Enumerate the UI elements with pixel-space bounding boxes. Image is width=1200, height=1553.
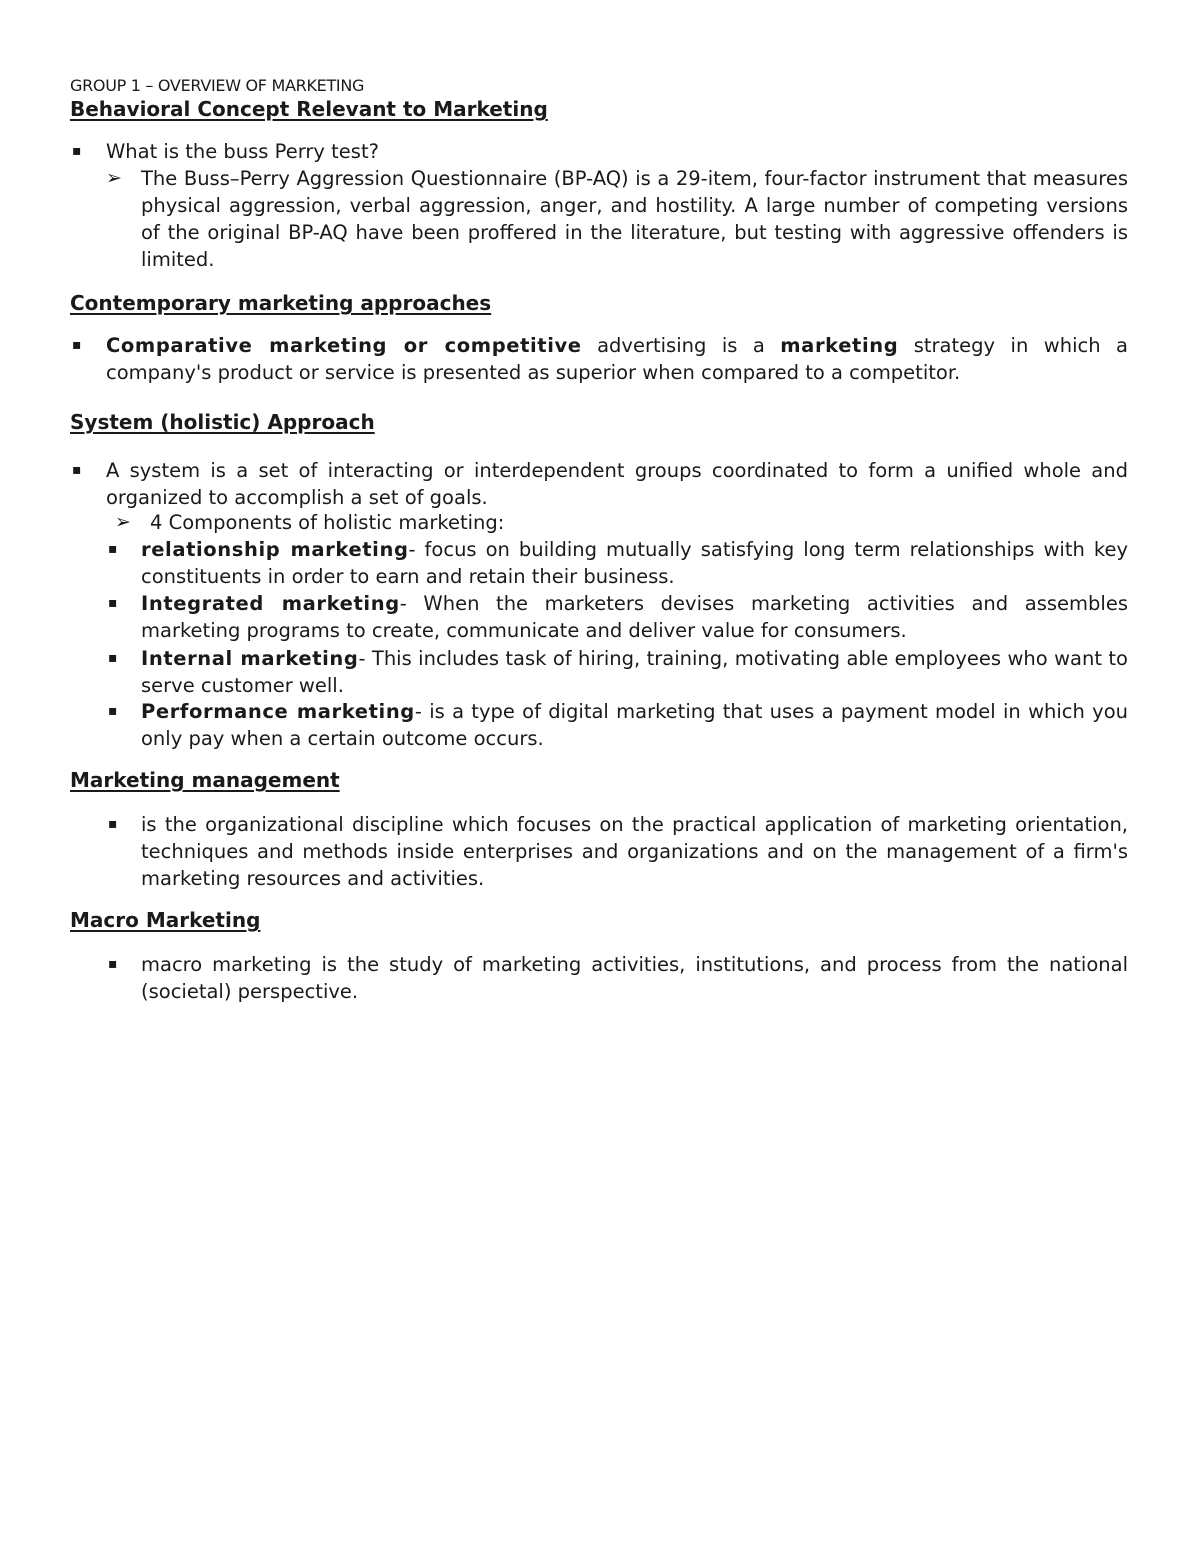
component-performance: [141, 698, 1128, 752]
square-bullet-icon: ▪: [108, 650, 118, 666]
square-bullet-icon: ▪: [72, 462, 82, 478]
component-term: Integrated marketing: [141, 592, 400, 615]
marketing-term: marketing: [780, 334, 899, 357]
square-bullet-icon: ▪: [108, 595, 118, 611]
heading-contemporary: Contemporary marketing approaches: [70, 291, 492, 315]
component-term: Performance marketing: [141, 700, 415, 723]
component-integrated: [141, 590, 1128, 644]
components-label: 4 Components of holistic marketing:: [150, 511, 505, 534]
arrow-bullet-icon: ➢: [115, 511, 131, 533]
square-bullet-icon: ▪: [108, 703, 118, 719]
heading-system: System (holistic) Approach: [70, 410, 375, 434]
square-bullet-icon: ▪: [108, 541, 118, 557]
component-text: - When the marketers devises marketing activities and assembles marketing programs to create, communicate and deliver value for consumers.: [141, 592, 1128, 642]
bullet-buss-perry: What is the buss Perry test?: [106, 140, 379, 163]
comparative-text-1: advertising is a: [581, 334, 781, 357]
square-bullet-icon: ▪: [108, 816, 118, 832]
arrow-bullet-icon: ➢: [106, 167, 122, 189]
system-definition: A system is a set of interacting or interdependent groups coordinated to form a unified whole and organized to accomplish a set of goals.: [106, 459, 1128, 509]
component-text: - This includes task of hiring, training, motivating able employees who want to serve customer well.: [141, 647, 1128, 697]
heading-behavioral: Behavioral Concept Relevant to Marketing: [70, 97, 548, 121]
square-bullet-icon: ▪: [72, 337, 82, 353]
heading-management: Marketing management: [70, 768, 340, 792]
component-text: - focus on building mutually satisfying long term relationships with key constituents in order to earn and retain their business.: [141, 538, 1128, 588]
comparative-marketing-paragraph: [106, 332, 1128, 386]
management-definition: is the organizational discipline which focuses on the practical application of marketing orientation, techniques and methods inside enterprises and organizations and on the management of a firm's marketing resources and activities.: [141, 813, 1128, 890]
buss-perry-description: The Buss–Perry Aggression Questionnaire (BP-AQ) is a 29-item, four-factor instrument that measures physical aggression, verbal aggression, anger, and hostility. A large number of competing versions of the original BP-AQ have been proffered in the literature, but testing with aggressive offenders is limited.: [141, 167, 1128, 271]
component-text: - is a type of digital marketing that uses a payment model in which you only pay when a certain outcome occurs.: [141, 700, 1128, 750]
square-bullet-icon: ▪: [108, 956, 118, 972]
component-relationship: [141, 536, 1128, 590]
comparative-term: Comparative marketing or competitive: [106, 334, 582, 357]
comparative-text-2: strategy in which a company's product or service is presented as superior when compared to a competitor.: [106, 334, 1128, 384]
group-header: GROUP 1 – OVERVIEW OF MARKETING: [70, 76, 365, 95]
component-term: Internal marketing: [141, 647, 359, 670]
square-bullet-icon: ▪: [72, 143, 82, 159]
component-internal: [141, 645, 1128, 699]
component-term: relationship marketing: [141, 538, 409, 561]
heading-macro: Macro Marketing: [70, 908, 261, 932]
macro-definition: macro marketing is the study of marketing activities, institutions, and process from the national (societal) perspective.: [141, 953, 1128, 1003]
